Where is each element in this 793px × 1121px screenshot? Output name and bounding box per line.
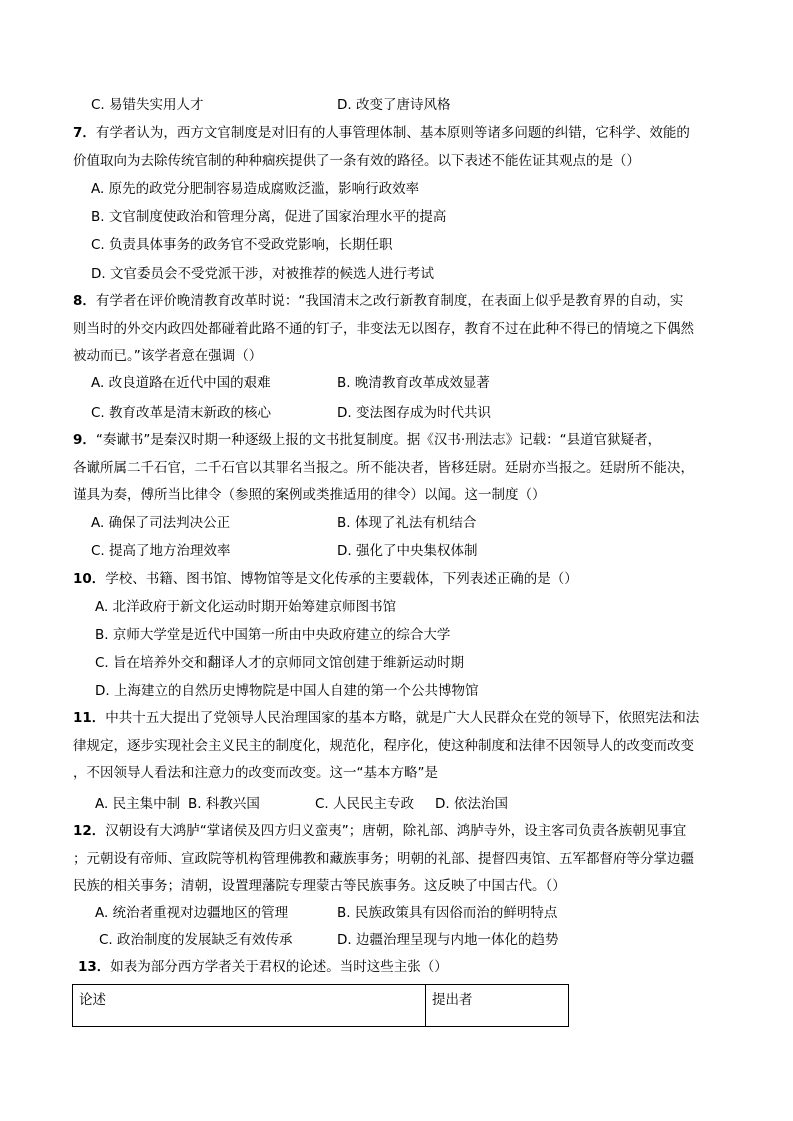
q8-option-d: D. 变法图存成为时代共识 [337,405,491,421]
q11-stem-line-2: 律规定，逐步实现社会主义民主的制度化，规范化，程序化，使这种制度和法律不因领导人的改变而改变 [73,738,694,754]
table-header-row [73,985,569,1027]
q11-option-a: A. 民主集中制 [95,796,181,812]
q8-number: 8． [73,293,96,309]
q12-option-c: C. 政治制度的发展缺乏有效传承 [99,932,293,948]
q6-option-d: D. 改变了唐诗风格 [337,97,451,113]
q8-stem-line-2: 则当时的外交内政四处都碰着此路不通的钉子，非变法无以图存，教育不过在此种不得已的情境之下偶然 [73,321,694,337]
q13-table [72,984,569,1027]
q8-option-c: C. 教育改革是清末新政的核心 [91,405,272,421]
q12-stem-line-2: ；元朝设有帝师、宣政院等机构管理佛教和藏族事务；明朝的礼部、提督四夷馆、五军都督府等分掌边疆 [73,851,694,867]
q10-option-d: D. 上海建立的自然历史博物院是中国人自建的第一个公共博物馆 [95,683,479,699]
q9-stem-line-1: 9．“奏谳书”是秦汉时期一种逐级上报的文书批复制度。据《汉书·刑法志》记载：“县道官狱疑者， [73,432,662,448]
q11-option-b: B. 科教兴国 [188,796,260,812]
q13-number: 13． [78,959,111,975]
q11-stem-line-3: ，不因领导人看法和注意力的改变而改变。这一“基本方略”是 [73,765,438,781]
q12-option-b: B. 民族政策具有因俗而治的鲜明特点 [337,905,558,921]
q6-option-c: C. 易错失实用人才 [91,97,204,113]
q8-stem-line-3: 被动而已。”该学者意在强调（） [73,348,263,364]
q11-option-d: D. 依法治国 [435,796,508,812]
q7-option-a: A. 原先的政党分肥制容易造成腐败泛滥，影响行政效率 [91,181,420,197]
q11-option-c: C. 人民民主专政 [315,796,415,812]
q7-stem-line-2: 价值取向为去除传统官制的种种痼疾提供了一条有效的路径。以下表述不能佐证其观点的是（） [73,153,640,169]
q8-option-a: A. 改良道路在近代中国的艰难 [91,375,271,391]
q8-stem-line-1: 8．有学者在评价晚清教育改革时说：“我国清末之改行新教育制度，在表面上似乎是教育界的自动，实 [73,293,684,309]
table-header-cell: 提出者 [426,985,569,1027]
q9-option-c: C. 提高了地方治理效率 [91,543,231,559]
q13-stem-line-1: 13．如表为部分西方学者关于君权的论述。当时这些主张（） [78,959,448,975]
q11-number: 11． [73,710,106,726]
q12-stem-line-1: 12．汉朝设有大鸿胪“掌诸侯及四方归义蛮夷”；唐朝，除礼部、鸿胪寺外，设主客司负责各族朝见事宜 [73,823,687,839]
q7-option-b: B. 文官制度使政治和管理分离，促进了国家治理水平的提高 [91,209,447,225]
q10-number: 10． [73,571,106,587]
q9-number: 9． [73,432,96,448]
q12-option-a: A. 统治者重视对边疆地区的管理 [95,905,289,921]
q9-stem-line-2: 各谳所属二千石官，二千石官以其罪名当报之。所不能决者，皆移廷尉。廷尉亦当报之。廷尉所不能决， [73,460,694,476]
q10-option-c: C. 旨在培养外交和翻译人才的京师同文馆创建于维新运动时期 [95,655,465,671]
q9-stem-line-3: 谨具为奏，傅所当比律令（参照的案例或类推适用的律令）以闻。这一制度（） [73,487,546,503]
q9-option-b: B. 体现了礼法有机结合 [337,515,477,531]
q10-option-a: A. 北洋政府于新文化运动时期开始筹建京师图书馆 [95,599,397,615]
q9-option-a: A. 确保了司法判决公正 [91,515,231,531]
q9-option-d: D. 强化了中央集权体制 [337,543,478,559]
q8-option-b: B. 晚清教育改革成效显著 [337,375,490,391]
q7-stem-line-1: 7．有学者认为，西方文官制度是对旧有的人事管理体制、基本原则等诸多问题的纠错，它科学、效能的 [73,125,690,141]
q12-option-d: D. 边疆治理呈现与内地一体化的趋势 [337,932,559,948]
q7-option-d: D. 文官委员会不受党派干涉，对被推荐的候选人进行考试 [91,266,434,282]
q10-stem-line-1: 10．学校、书籍、图书馆、博物馆等是文化传承的主要载体，下列表述正确的是（） [73,571,578,587]
q12-stem-line-3: 民族的相关事务；清朝，设置理藩院专理蒙古等民族事务。这反映了中国古代。（） [73,878,566,894]
q7-number: 7． [73,125,96,141]
q10-option-b: B. 京师大学堂是近代中国第一所由中央政府建立的综合大学 [95,627,451,643]
q11-stem-line-1: 11．中共十五大提出了党领导人民治理国家的基本方略，就是广大人民群众在党的领导下，依照宪法和法 [73,710,700,726]
q12-number: 12． [73,823,106,839]
table-header-cell: 论述 [73,985,426,1027]
q7-option-c: C. 负责具体事务的政务官不受政党影响，长期任职 [91,237,393,253]
